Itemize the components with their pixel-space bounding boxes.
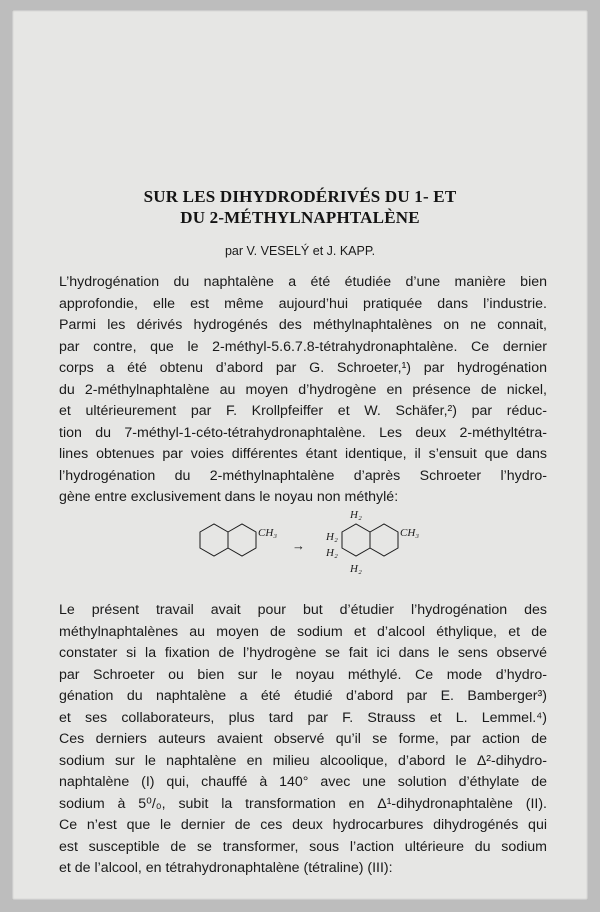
text-line: Ce n’est que le dernier de ces deux hydrocarbures dihydrogénés qui	[59, 817, 547, 833]
text-line: par Schroeter ou bien sur le noyau méthylé. Ce mode d’hydro-	[59, 666, 547, 683]
text-line: par contre, que le 2-méthyl-5.6.7.8-tétrahydronaphtalène. Ce dernier	[59, 338, 547, 355]
text-line: Le présent travail avait pour but d’étudier l’hydrogénation des	[59, 602, 547, 618]
paragraph-2	[59, 600, 547, 880]
text-line: et ultérieurement par F. Krollpfeiffer et W. Schäfer,²) par réduc-	[59, 403, 547, 419]
h2-top-label: H₂	[350, 509, 362, 521]
text-line: constater si la fixation de l’hydrogène se fait ici dans le sens observé	[59, 645, 547, 661]
naphthalene-structure	[200, 524, 256, 556]
text-line: méthylnaphtalènes au moyen de sodium et d’alcool éthylique, et de	[59, 623, 547, 640]
h2-left-upper-label: H₂	[326, 531, 338, 543]
text-line: du 2-méthylnaphtalène au moyen d’hydrogène en présence de nickel,	[59, 381, 547, 398]
text-line: Parmi les dérivés hydrogénés des méthylnaphtalènes on ne connait,	[59, 317, 547, 333]
methyl-label-left: CH₃	[258, 527, 278, 539]
methyl-label-right: CH₃	[400, 527, 420, 539]
text-line: naphtalène (I) qui, chauffé à 140° avec une solution d’éthylate de	[59, 774, 547, 790]
text-line: lines obtenues par voies différentes étant identique, il s’ensuit que dans	[59, 446, 547, 462]
text-line: tion du 7-méthyl-1-céto-tétrahydronaphtalène. Les deux 2-méthyltétra-	[59, 424, 547, 441]
text-line: gène entre exclusivement dans le noyau non méthylé:	[59, 489, 399, 505]
paragraph-1	[59, 272, 547, 509]
h2-left-lower-label: H₂	[326, 547, 338, 559]
text-line: et de l’alcool, en tétrahydronaphtalène (tétraline) (III):	[59, 860, 393, 876]
text-line: génation du naphtalène a été étudié d’abord par E. Bamberger³)	[59, 688, 547, 704]
authors-line: par V. VESELÝ et J. KAPP.	[224, 244, 376, 258]
text-line: et ses collaborateurs, plus tard par F. Strauss et L. Lemmel.⁴)	[59, 709, 547, 726]
text-line: approfondie, elle est même aujourd’hui pratiquée dans l’industrie.	[59, 295, 547, 312]
page-sheet	[12, 10, 588, 900]
text-line: est susceptible de se transformer, sous l’action ultérieure du sodium	[59, 838, 547, 855]
h2-bottom-label: H₂	[350, 563, 362, 575]
text-line: Ces derniers auteurs avaient observé qu’il se forme, par action de	[59, 731, 547, 747]
reaction-arrow: →	[292, 538, 305, 553]
title-line-1: SUR LES DIHYDRODÉRIVÉS DU 1- ET	[143, 187, 457, 206]
text-line: l’hydrogénation du 2-méthylnaphtalène d’après Schroeter l’hydro-	[59, 467, 547, 484]
title-line-2: DU 2-MÉTHYLNAPHTALÈNE	[180, 208, 420, 227]
formula-svg	[180, 510, 460, 600]
text-line: L’hydrogénation du naphtalène a été étudiée d’une manière bien	[59, 274, 547, 290]
text-line: sodium sur le naphtalène en milieu alcoolique, d’abord le Δ²-dihydro-	[59, 752, 547, 769]
text-line: corps a été obtenu d’abord par G. Schroeter,¹) par hydrogénation	[59, 360, 547, 376]
reaction-formula	[180, 510, 460, 600]
text-line: sodium à 5⁰/₀, subit la transformation en Δ¹-dihydronaphtalène (II).	[59, 795, 547, 812]
tetralin-structure	[342, 524, 398, 556]
article-title	[12, 186, 588, 228]
